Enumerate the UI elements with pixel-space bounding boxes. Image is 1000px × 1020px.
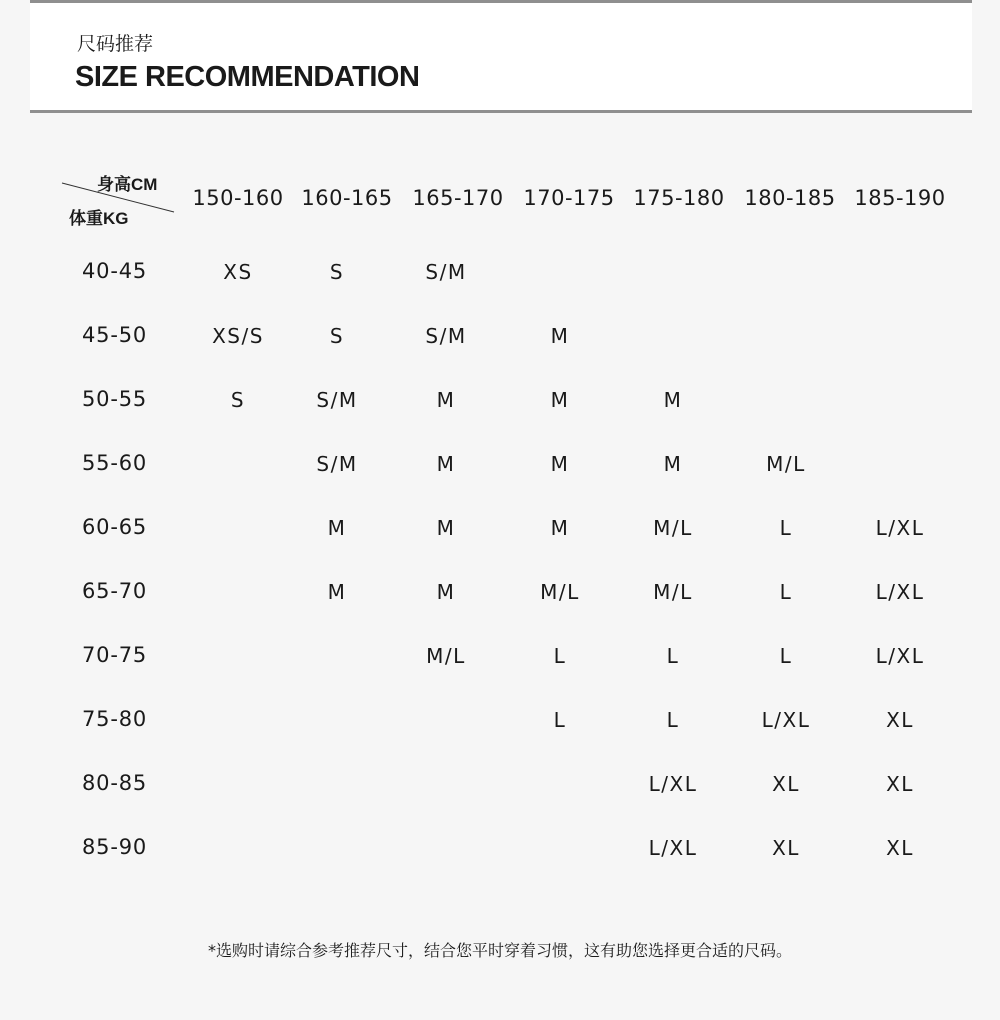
size-cell: L	[666, 644, 680, 668]
weight-row-header: 40-45	[82, 259, 148, 283]
height-column-header: 165-170	[412, 186, 504, 210]
size-cell: M	[550, 388, 570, 412]
size-cell: S/M	[425, 324, 467, 348]
page-title-cn: 尺码推荐	[77, 33, 154, 55]
size-cell: M	[327, 516, 347, 540]
size-cell: M	[550, 324, 570, 348]
height-column-header: 180-185	[744, 186, 836, 210]
size-cell: L	[779, 580, 793, 604]
size-cell: XS/S	[212, 324, 264, 348]
weight-row-header: 80-85	[82, 771, 148, 795]
header-banner	[30, 0, 972, 113]
size-cell: L	[779, 516, 793, 540]
size-cell: S	[329, 260, 345, 284]
size-cell: M	[663, 452, 683, 476]
size-cell: XS	[223, 260, 253, 284]
table-corner-cell	[60, 165, 178, 230]
size-cell: L	[779, 644, 793, 668]
size-cell: M	[550, 452, 570, 476]
weight-row-header: 75-80	[82, 707, 148, 731]
size-cell: L	[553, 644, 567, 668]
footer-note: *选购时请综合参考推荐尺寸，结合您平时穿着习惯，这有助您选择更合适的尺码。	[207, 941, 792, 960]
size-cell: M	[436, 452, 456, 476]
weight-row-header: 85-90	[82, 835, 148, 859]
size-cell: L/XL	[761, 708, 811, 732]
size-cell: L	[553, 708, 567, 732]
weight-row-header: 55-60	[82, 451, 148, 475]
weight-row-header: 50-55	[82, 387, 148, 411]
weight-row-header: 60-65	[82, 515, 148, 539]
size-cell: M	[436, 580, 456, 604]
weight-row-header: 45-50	[82, 323, 148, 347]
size-cell: XL	[772, 772, 800, 796]
size-cell: S/M	[316, 388, 358, 412]
height-column-header: 150-160	[192, 186, 284, 210]
size-cell: M/L	[766, 452, 806, 476]
size-cell: S/M	[425, 260, 467, 284]
size-cell: L/XL	[875, 644, 925, 668]
height-axis-label: 身高CM	[97, 175, 158, 194]
size-cell: M/L	[653, 580, 693, 604]
weight-row-header: 65-70	[82, 579, 148, 603]
size-cell: S	[230, 388, 246, 412]
height-column-header: 160-165	[301, 186, 393, 210]
size-cell: S	[329, 324, 345, 348]
size-cell: M	[327, 580, 347, 604]
size-cell: M/L	[653, 516, 693, 540]
size-cell: XL	[886, 708, 914, 732]
weight-axis-label: 体重KG	[69, 209, 129, 228]
height-column-header: 185-190	[854, 186, 946, 210]
size-cell: M	[436, 516, 456, 540]
size-cell: M/L	[540, 580, 580, 604]
size-cell: XL	[886, 772, 914, 796]
size-cell: L	[666, 708, 680, 732]
weight-row-header: 70-75	[82, 643, 148, 667]
size-cell: L/XL	[648, 836, 698, 860]
size-cell: XL	[772, 836, 800, 860]
page-title-en: SIZE RECOMMENDATION	[75, 61, 420, 93]
size-cell: XL	[886, 836, 914, 860]
size-cell: L/XL	[875, 516, 925, 540]
size-cell: M	[436, 388, 456, 412]
size-cell: M	[663, 388, 683, 412]
size-cell: M/L	[426, 644, 466, 668]
size-cell: M	[550, 516, 570, 540]
height-column-header: 170-175	[523, 186, 615, 210]
size-cell: L/XL	[875, 580, 925, 604]
size-cell: S/M	[316, 452, 358, 476]
height-column-header: 175-180	[633, 186, 725, 210]
size-cell: L/XL	[648, 772, 698, 796]
